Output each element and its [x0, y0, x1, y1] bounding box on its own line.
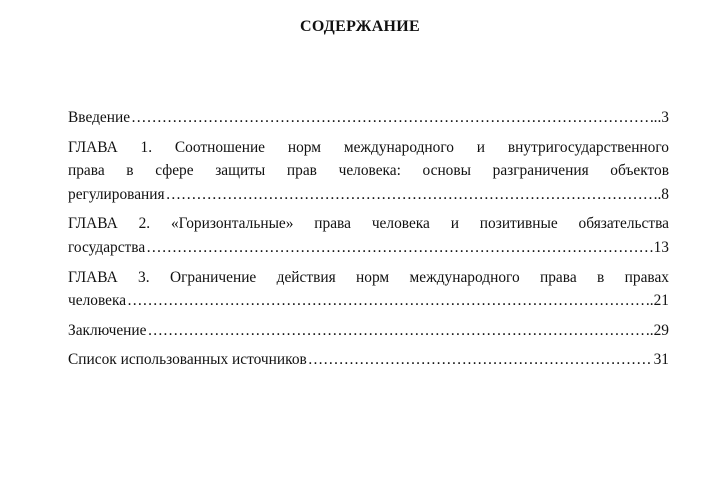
toc-entry-title: Список использованных источников — [68, 351, 307, 369]
toc-entry-last-line — [68, 348, 669, 372]
toc-entry-last-line — [68, 106, 669, 130]
toc-entry-line: права в сфере защиты прав человека: основы разграничения объектов — [68, 162, 669, 180]
toc-entry-title: регулирования — [68, 185, 165, 203]
toc-entry-last-line — [68, 183, 669, 207]
dot-leader — [308, 348, 653, 372]
toc-entry-conclusion — [68, 319, 669, 343]
dot-leader — [148, 319, 645, 343]
toc-page-number: ..8 — [653, 185, 669, 203]
toc-entry-title: государства — [68, 238, 146, 256]
toc-entry-introduction — [68, 106, 669, 130]
dot-leader — [146, 236, 652, 260]
toc-entry-chapter-1 — [68, 136, 669, 207]
toc-entry-last-line — [68, 236, 669, 260]
toc-page-number: 13 — [653, 238, 669, 256]
toc-page-number: 31 — [653, 351, 669, 369]
toc-entry-line: ГЛАВА 1. Соотношение норм международного и внутригосударственного — [68, 138, 669, 156]
dot-leader — [131, 106, 653, 130]
toc-entry-title: Заключение — [68, 321, 147, 339]
toc-entry-line: ГЛАВА 3. Ограничение действия норм международного права в правах — [68, 268, 669, 286]
toc-entry-last-line — [68, 289, 669, 313]
toc-page-number: ..21 — [645, 292, 669, 310]
toc-page-number: ..29 — [645, 321, 669, 339]
toc-page-number: ..3 — [653, 109, 669, 126]
toc-entry-references — [68, 348, 669, 372]
toc-entry-chapter-3 — [68, 266, 669, 313]
toc-entry-last-line — [68, 319, 669, 343]
toc-title: СОДЕРЖАНИЕ — [299, 18, 421, 35]
toc-entry-title: Введение — [68, 109, 131, 126]
toc-entry-chapter-2 — [68, 212, 669, 259]
toc-entry-line: ГЛАВА 2. «Горизонтальные» права человека и позитивные обязательства — [68, 215, 669, 233]
dot-leader — [127, 289, 645, 313]
table-of-contents — [68, 106, 669, 378]
toc-entry-title: человека — [68, 292, 127, 310]
dot-leader — [166, 183, 653, 207]
